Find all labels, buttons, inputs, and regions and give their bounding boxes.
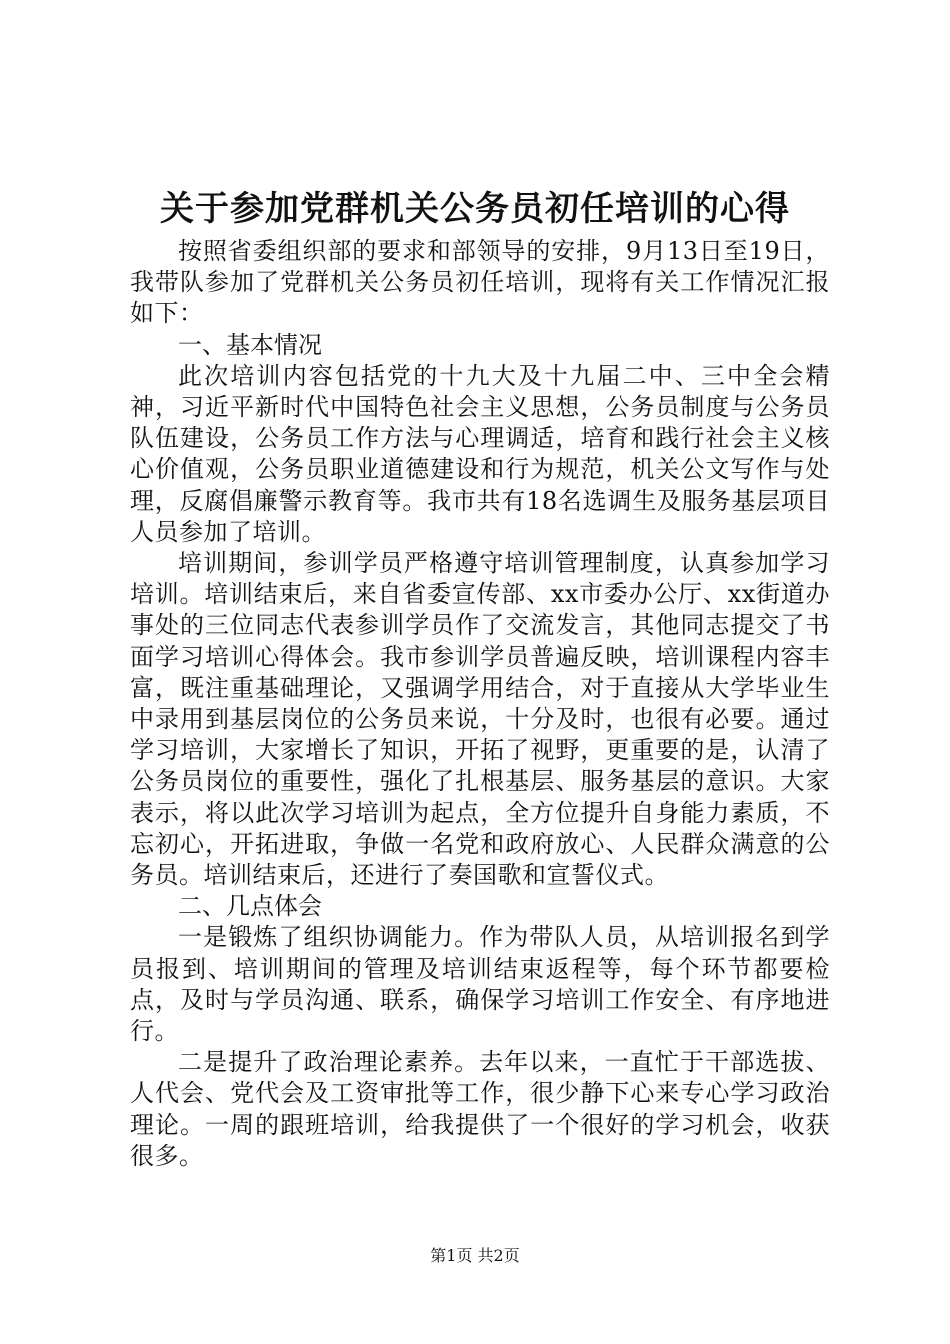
section-heading-experience: 二、几点体会 [178,892,322,921]
document-title: 关于参加党群机关公务员初任培训的心得 [160,189,790,229]
page-number-footer: 第1页 共2页 [430,1246,520,1265]
section-heading-basic: 一、基本情况 [178,330,322,359]
paragraph-experience-one: 一是锻炼了组织协调能力。作为带队人员，从培训报名到学员报到、培训期间的管理及培训结束返程等，每个环节都要检点，及时与学员沟通、联系，确保学习培训工作安全、有序地进行。 [130,923,830,1046]
intro-paragraph: 按照省委组织部的要求和部领导的安排，9月13日至19日，我带队参加了党群机关公务员初任培训，现将有关工作情况汇报如下： [130,237,830,328]
paragraph-training-period: 培训期间，参训学员严格遵守培训管理制度，认真参加学习培训。培训结束后，来自省委宣传部、xx市委办公厅、xx街道办事处的三位同志代表参训学员作了交流发言，其他同志提交了书面学习培训心得体会。我市参训学员普遍反映，培训课程内容丰富，既注重基础理论，又强调学用结合，对于直接从大学毕业生中录用到基层岗位的公务员来说，十分及时，也很有必要。通过学习培训，大家增长了知识，开拓了视野，更重要的是，认清了公务员岗位的重要性，强化了扎根基层、服务基层的意识。大家表示，将以此次学习培训为起点，全方位提升自身能力素质，不忘初心，开拓进取，争做一名党和政府放心、人民群众满意的公务员。培训结束后，还进行了奏国歌和宣誓仪式。 [130,549,830,890]
document-body [130,236,830,1172]
paragraph-experience-two: 二是提升了政治理论素养。去年以来，一直忙于干部选拔、人代会、党代会及工资审批等工作，很少静下心来专心学习政治理论。一周的跟班培训，给我提供了一个很好的学习机会，收获很多。 [130,1048,830,1170]
paragraph-training-content: 此次培训内容包括党的十九大及十九届二中、三中全会精神，习近平新时代中国特色社会主义思想，公务员制度与公务员队伍建设，公务员工作方法与心理调适，培育和践行社会主义核心价值观，公务员职业道德建设和行为规范，机关公文写作与处理，反腐倡廉警示教育等。我市共有18名选调生及服务基层项目人员参加了培训。 [130,361,830,546]
